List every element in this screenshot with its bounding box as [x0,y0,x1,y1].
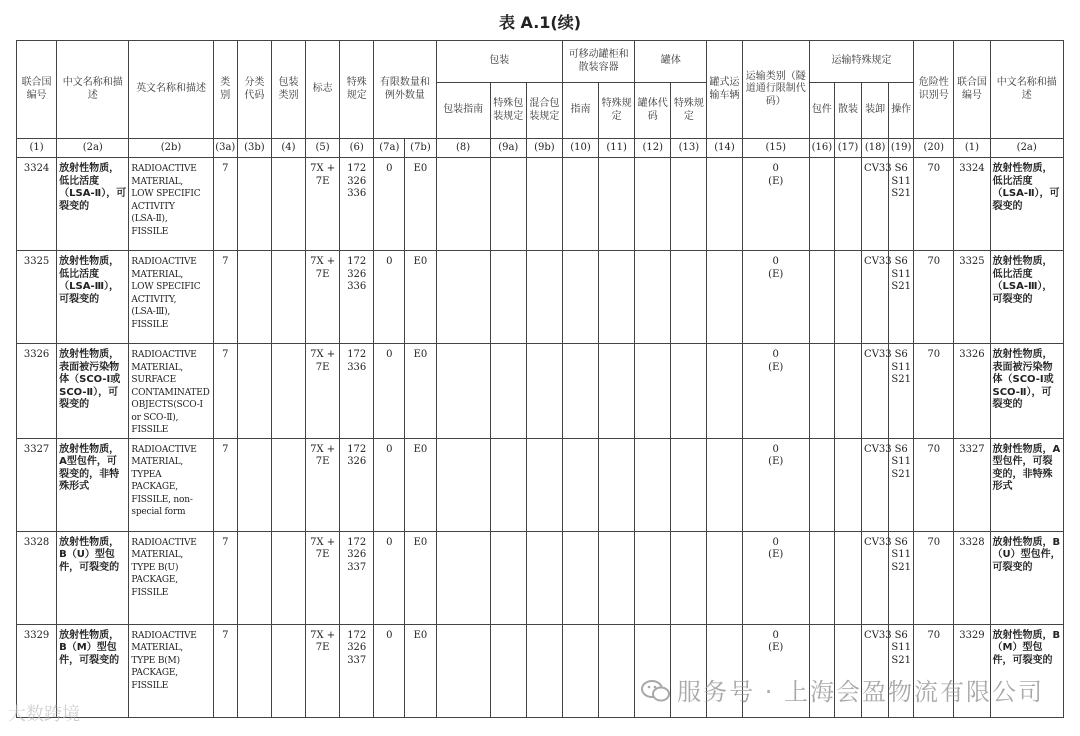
chinese-name-right-cell: 放射性物质，低比活度（LSA-Ⅲ），可裂变的 [990,251,1064,344]
header-ts-load: 装卸 [862,83,889,139]
packing-group-cell [271,251,305,344]
col-num: (7b) [405,139,436,158]
chinese-name-cell: 放射性物质，A型包件，可裂变的，非特殊形式 [57,438,129,531]
col-num: (1) [954,139,990,158]
col-num: (20) [914,139,954,158]
header-pack-instr: 包装指南 [436,83,490,139]
chinese-name-right-cell: 放射性物质，表面被污染物体（SCO-I或SCO-Ⅱ），可裂变的 [990,344,1064,439]
un-number-cell: 3327 [17,438,57,531]
un-number-right-cell: 3329 [954,624,990,717]
header-pg: 包装类别 [271,41,305,139]
class-cell: 7 [213,438,237,531]
ts-package-cell [809,531,834,624]
packing-group-cell [271,624,305,717]
ts-operation-cell: S6 S11 S21 [889,438,914,531]
header-code: 分类代码 [237,41,271,139]
ts-bulk-cell [834,438,861,531]
ts-loading-cell: CV33 [862,251,889,344]
hazard-id-cell: 70 [914,438,954,531]
table-row [17,344,1064,439]
mixed-packing-cell [526,251,562,344]
un-number-cell: 3328 [17,531,57,624]
packing-instruction-cell [436,531,490,624]
tank-code-cell [635,251,671,344]
ts-operation-cell: S6 S11 S21 [889,158,914,251]
mixed-packing-cell [526,438,562,531]
portable-tank-special-cell [599,344,635,439]
table-row [17,158,1064,251]
col-num: (1) [17,139,57,158]
class-cell: 7 [213,624,237,717]
class-cell: 7 [213,531,237,624]
special-provisions-cell: 172 336 [340,344,374,439]
un-number-right-cell: 3328 [954,531,990,624]
hazard-id-cell: 70 [914,158,954,251]
ts-loading-cell: CV33 [862,438,889,531]
header-portable-instr: 指南 [562,83,598,139]
portable-tank-instruction-cell [562,624,598,717]
classification-code-cell [237,531,271,624]
un-number-cell: 3326 [17,344,57,439]
tank-special-cell [671,531,707,624]
tank-special-cell [671,158,707,251]
col-num: (8) [436,139,490,158]
dangerous-goods-table [16,40,1064,718]
portable-tank-special-cell [599,251,635,344]
watermark-secondary: 大数跨境 [8,704,80,725]
header-un-no: 联合国编号 [17,41,57,139]
special-provisions-cell: 172 326 337 [340,531,374,624]
label-cell: 7X + 7E [306,438,340,531]
header-un-no-right: 联合国编号 [954,41,990,139]
transport-category-cell: 0 (E) [742,344,809,439]
mixed-packing-cell [526,344,562,439]
col-num: (14) [707,139,742,158]
chinese-name-cell: 放射性物质，B（U）型包件，可裂变的 [57,531,129,624]
un-number-cell: 3324 [17,158,57,251]
header-tank: 罐体 [635,41,707,83]
label-cell: 7X + 7E [306,531,340,624]
excepted-quantity-cell: E0 [405,251,436,344]
col-num: (19) [889,139,914,158]
classification-code-cell [237,438,271,531]
classification-code-cell [237,344,271,439]
chinese-name-cell: 放射性物质，低比活度（LSA-Ⅲ），可裂变的 [57,251,129,344]
packing-group-cell [271,158,305,251]
portable-tank-special-cell [599,438,635,531]
header-tank-special: 特殊规定 [671,83,707,139]
limited-quantity-cell: 0 [374,531,405,624]
mixed-packing-cell [526,158,562,251]
ts-package-cell [809,158,834,251]
tank-special-cell [671,438,707,531]
col-num: (15) [742,139,809,158]
tank-vehicle-cell [707,158,742,251]
chinese-name-right-cell: 放射性物质，B（M）型包件，可裂变的 [990,624,1064,717]
excepted-quantity-cell: E0 [405,531,436,624]
packing-group-cell [271,344,305,439]
chinese-name-right-cell: 放射性物质，低比活度（LSA-Ⅱ），可裂变的 [990,158,1064,251]
chinese-name-cell: 放射性物质，B（M）型包件，可裂变的 [57,624,129,717]
english-name-cell: RADIOACTIVE MATERIAL, SURFACE CONTAMINATED OBJECTS(SCO-I or SCO-Ⅱ), FISSILE [129,344,213,439]
header-portable: 可移动罐柜和散装容器 [562,41,634,83]
col-num: (6) [340,139,374,158]
hazard-id-cell: 70 [914,251,954,344]
tank-code-cell [635,438,671,531]
header-special: 特殊规定 [340,41,374,139]
special-packing-cell [490,251,526,344]
ts-operation-cell: S6 S11 S21 [889,251,914,344]
portable-tank-instruction-cell [562,438,598,531]
un-number-right-cell: 3325 [954,251,990,344]
packing-instruction-cell [436,624,490,717]
header-ts-bulk: 散装 [834,83,861,139]
tank-vehicle-cell [707,344,742,439]
col-num: (10) [562,139,598,158]
classification-code-cell [237,251,271,344]
col-num: (3a) [213,139,237,158]
tank-code-cell [635,158,671,251]
watermark-text: 服务号 · 上海会盈物流有限公司 [677,678,1044,706]
table-row [17,251,1064,344]
ts-bulk-cell [834,158,861,251]
class-cell: 7 [213,344,237,439]
col-num: (16) [809,139,834,158]
col-num: (9b) [526,139,562,158]
col-num: (17) [834,139,861,158]
col-num: (3b) [237,139,271,158]
limited-quantity-cell: 0 [374,158,405,251]
excepted-quantity-cell: E0 [405,344,436,439]
col-num: (11) [599,139,635,158]
special-provisions-cell: 172 326 337 [340,624,374,717]
header-pack-special: 特殊包装规定 [490,83,526,139]
portable-tank-special-cell [599,158,635,251]
ts-operation-cell: S6 S11 S21 [889,531,914,624]
col-num: (9a) [490,139,526,158]
header-tank-code: 罐体代码 [635,83,671,139]
col-num: (5) [306,139,340,158]
col-num: (13) [671,139,707,158]
chinese-name-cell: 放射性物质，低比活度（LSA-Ⅱ），可裂变的 [57,158,129,251]
packing-instruction-cell [436,344,490,439]
header-ts-pack: 包件 [809,83,834,139]
header-transport-special: 运输特殊规定 [809,41,913,83]
col-num: (2b) [129,139,213,158]
mixed-packing-cell [526,531,562,624]
ts-loading-cell: CV33 [862,158,889,251]
header-packing: 包装 [436,41,562,83]
class-cell: 7 [213,251,237,344]
label-cell: 7X + 7E [306,158,340,251]
ts-loading-cell: CV33 [862,344,889,439]
chinese-name-right-cell: 放射性物质，A型包件，可裂变的，非特殊形式 [990,438,1064,531]
english-name-cell: RADIOACTIVE MATERIAL, LOW SPECIFIC ACTIVITY, (LSA-Ⅲ), FISSILE [129,251,213,344]
portable-tank-instruction-cell [562,531,598,624]
english-name-cell: RADIOACTIVE MATERIAL, LOW SPECIFIC ACTIVITY (LSA-Ⅱ), FISSILE [129,158,213,251]
packing-instruction-cell [436,251,490,344]
special-provisions-cell: 172 326 336 [340,158,374,251]
un-number-right-cell: 3327 [954,438,990,531]
col-num: (12) [635,139,671,158]
un-number-cell: 3325 [17,251,57,344]
ts-package-cell [809,344,834,439]
packing-instruction-cell [436,438,490,531]
special-provisions-cell: 172 326 [340,438,374,531]
watermark [641,672,1044,707]
special-packing-cell [490,438,526,531]
tank-special-cell [671,251,707,344]
header-limited: 有限数量和例外数量 [374,41,436,139]
tank-vehicle-cell [707,438,742,531]
tank-special-cell [671,344,707,439]
col-num: (18) [862,139,889,158]
hazard-id-cell: 70 [914,344,954,439]
limited-quantity-cell: 0 [374,251,405,344]
special-packing-cell [490,624,526,717]
transport-category-cell: 0 (E) [742,251,809,344]
english-name-cell: RADIOACTIVE MATERIAL, TYPE B(M) PACKAGE, FISSILE [129,624,213,717]
ts-loading-cell: CV33 [862,624,889,717]
limited-quantity-cell: 0 [374,438,405,531]
ts-operation-cell: S6 S11 S21 [889,624,914,717]
un-number-right-cell: 3326 [954,344,990,439]
table-row [17,531,1064,624]
special-provisions-cell: 172 326 336 [340,251,374,344]
packing-instruction-cell [436,158,490,251]
header-name-cn: 中文名称和描述 [57,41,129,139]
special-packing-cell [490,344,526,439]
table-row [17,438,1064,531]
ts-bulk-cell [834,251,861,344]
ts-package-cell [809,251,834,344]
classification-code-cell [237,158,271,251]
col-num: (2a) [57,139,129,158]
ts-bulk-cell [834,344,861,439]
tank-vehicle-cell [707,531,742,624]
transport-category-cell: 0 (E) [742,531,809,624]
hazard-id-cell: 70 [914,624,954,717]
english-name-cell: RADIOACTIVE MATERIAL, TYPEA PACKAGE, FISSILE, non- special form [129,438,213,531]
col-num: (2a) [990,139,1064,158]
excepted-quantity-cell: E0 [405,624,436,717]
label-cell: 7X + 7E [306,624,340,717]
classification-code-cell [237,624,271,717]
english-name-cell: RADIOACTIVE MATERIAL, TYPE B(U) PACKAGE, FISSILE [129,531,213,624]
portable-tank-special-cell [599,624,635,717]
header-ts-op: 操作 [889,83,914,139]
label-cell: 7X + 7E [306,251,340,344]
wechat-icon [641,679,671,703]
limited-quantity-cell: 0 [374,624,405,717]
excepted-quantity-cell: E0 [405,158,436,251]
tank-vehicle-cell [707,251,742,344]
transport-category-cell: 0 (E) [742,158,809,251]
header-name-cn-right: 中文名称和描述 [990,41,1064,139]
header-pack-mixed: 混合包装规定 [526,83,562,139]
portable-tank-instruction-cell [562,251,598,344]
ts-operation-cell: S6 S11 S21 [889,344,914,439]
ts-bulk-cell [834,531,861,624]
label-cell: 7X + 7E [306,344,340,439]
special-packing-cell [490,158,526,251]
chinese-name-right-cell: 放射性物质，B（U）型包件，可裂变的 [990,531,1064,624]
portable-tank-instruction-cell [562,344,598,439]
portable-tank-special-cell [599,531,635,624]
mixed-packing-cell [526,624,562,717]
tank-code-cell [635,531,671,624]
header-vehicle: 罐式运输车辆 [707,41,742,139]
header-class: 类别 [213,41,237,139]
packing-group-cell [271,438,305,531]
header-name-en: 英文名称和描述 [129,41,213,139]
tank-code-cell [635,344,671,439]
packing-group-cell [271,531,305,624]
column-number-row [17,139,1064,158]
portable-tank-instruction-cell [562,158,598,251]
header-portable-special: 特殊规定 [599,83,635,139]
ts-package-cell [809,438,834,531]
ts-loading-cell: CV33 [862,531,889,624]
chinese-name-cell: 放射性物质，表面被污染物体（SCO-I或SCO-Ⅱ），可裂变的 [57,344,129,439]
transport-category-cell: 0 (E) [742,438,809,531]
limited-quantity-cell: 0 [374,344,405,439]
un-number-cell: 3329 [17,624,57,717]
header-hazard-id: 危险性识别号 [914,41,954,139]
class-cell: 7 [213,158,237,251]
special-packing-cell [490,531,526,624]
header-transport-cat: 运输类别（隧道通行限制代码） [742,41,809,139]
hazard-id-cell: 70 [914,531,954,624]
excepted-quantity-cell: E0 [405,438,436,531]
transport-category-cell: 0 (E) [742,624,809,717]
un-number-right-cell: 3324 [954,158,990,251]
col-num: (4) [271,139,305,158]
table-title: 表 A.1(续) [498,13,582,32]
header-label: 标志 [306,41,340,139]
col-num: (7a) [374,139,405,158]
